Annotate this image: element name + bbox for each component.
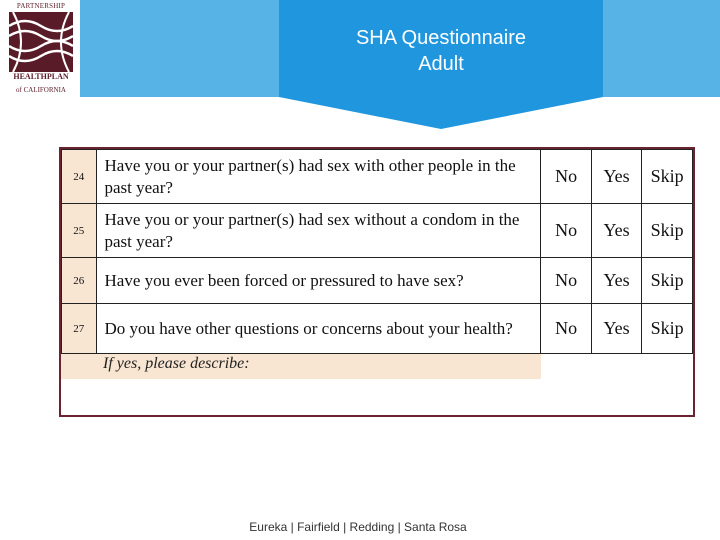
logo-name: HEALTHPLAN [13, 72, 69, 81]
describe-prompt: If yes, please describe: [103, 355, 250, 372]
question-text: Have you or your partner(s) had sex with other people in the past year? [96, 150, 541, 204]
partnership-logo [8, 2, 74, 98]
slide-title-line2: Adult [418, 53, 464, 75]
question-text: Have you ever been forced or pressured to have sex? [96, 258, 541, 304]
answer-no: No [541, 204, 591, 258]
answer-no: No [541, 150, 591, 204]
logo-top-text: PARTNERSHIP [16, 2, 66, 10]
question-text: Do you have other questions or concerns about your health? [96, 304, 541, 354]
answer-skip: Skip [642, 258, 693, 304]
answer-no: No [541, 304, 591, 354]
answer-yes: Yes [591, 204, 641, 258]
logo-subtitle: of CALIFORNIA [16, 86, 66, 94]
answer-yes: Yes [591, 304, 641, 354]
answer-no: No [541, 258, 591, 304]
question-text: Have you or your partner(s) had sex without a condom in the past year? [96, 204, 541, 258]
table-row [62, 150, 693, 204]
table-row [62, 204, 693, 258]
questionnaire-image [59, 147, 695, 417]
question-number: 24 [62, 150, 97, 204]
table-row [62, 258, 693, 304]
logo-wave-icon [9, 12, 73, 72]
question-number: 26 [62, 258, 97, 304]
slide-title-line1: SHA Questionnaire [355, 27, 527, 49]
slide-title [279, 25, 603, 77]
answer-skip: Skip [642, 150, 693, 204]
answer-skip: Skip [642, 304, 693, 354]
question-number: 25 [62, 204, 97, 258]
answer-yes: Yes [591, 150, 641, 204]
footer-locations: Eureka | Fairfield | Redding | Santa Rosa [249, 520, 467, 534]
question-number: 27 [62, 304, 97, 354]
answer-yes: Yes [591, 258, 641, 304]
table-row [62, 304, 693, 354]
questionnaire-table [61, 149, 693, 354]
answer-skip: Skip [642, 204, 693, 258]
title-tab-arrow [279, 97, 603, 129]
